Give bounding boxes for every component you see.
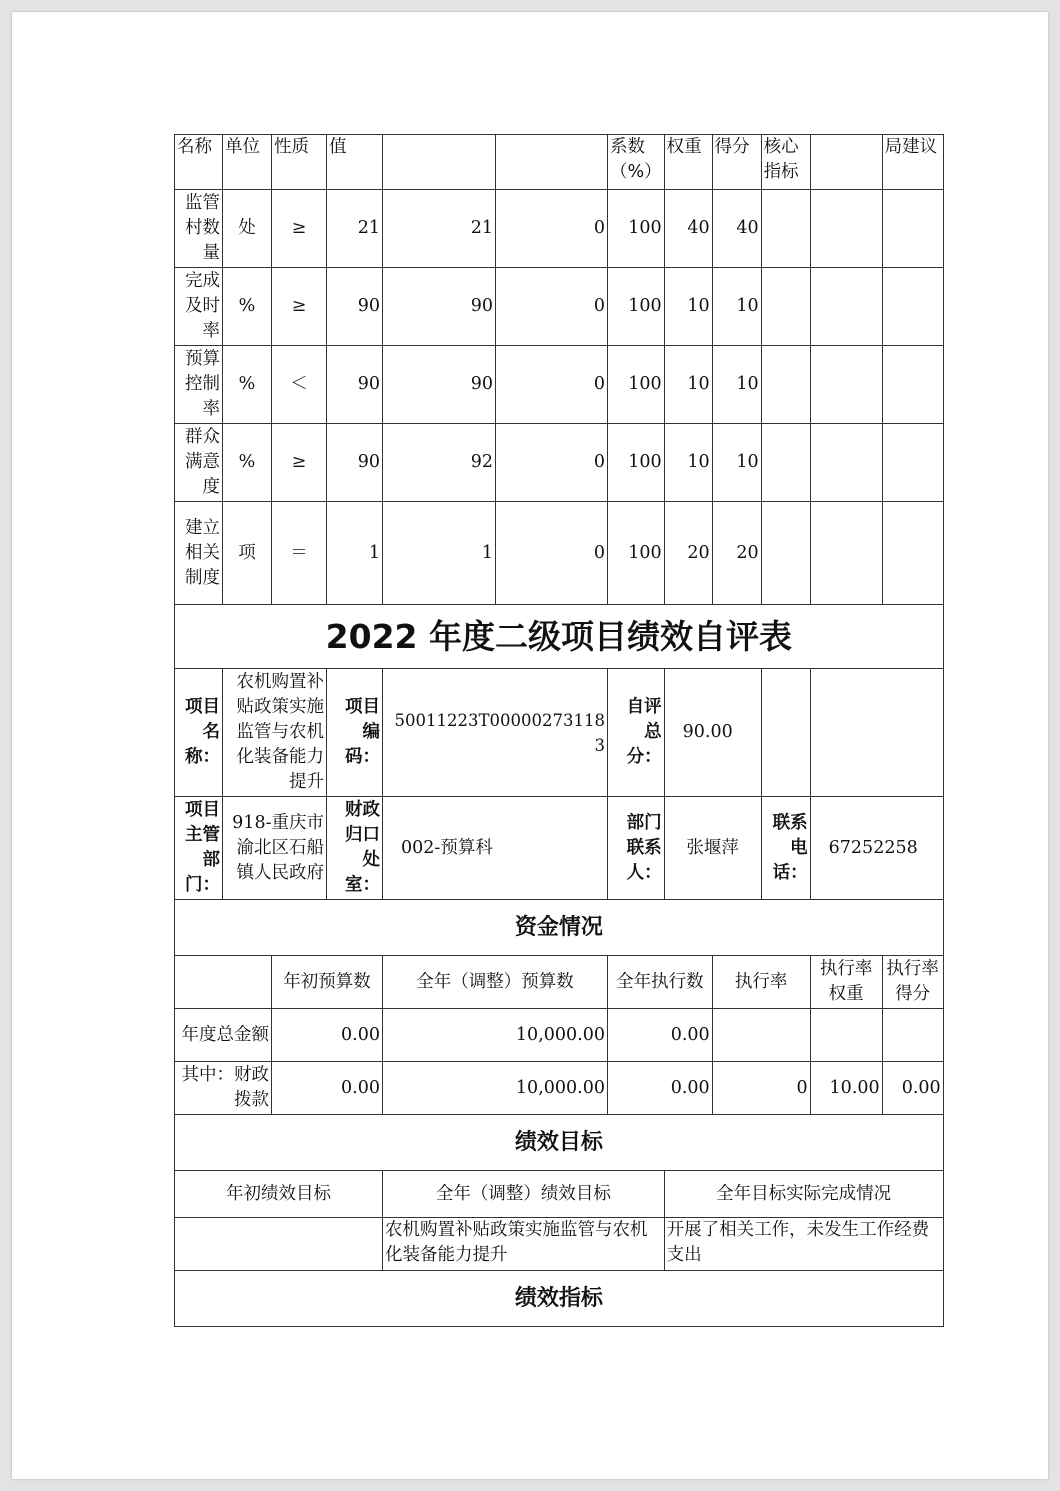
title-row [175,605,944,669]
indicator-coef: 100 [608,424,665,502]
funds-header-row [175,956,944,1009]
indicator-nature: ＝ [272,502,327,605]
col-actual-header [383,135,496,190]
indicator-blank [810,346,882,424]
indicator-coef: 100 [608,268,665,346]
finance-label: 财政归口处室： [327,797,383,900]
performance-table [174,134,944,1327]
funds-rate: 0 [712,1062,810,1115]
indicator-coef: 100 [608,346,665,424]
indicator-score: 10 [712,424,761,502]
indicator-blank [810,424,882,502]
indicator-actual: 90 [383,346,496,424]
indicator-suggest [882,268,943,346]
indicator-core [761,268,810,346]
indicator-blank [810,190,882,268]
col-name-header: 名称 [175,135,223,190]
indicator-value: 1 [327,502,383,605]
indicator-name: 监管村数量 [175,190,223,268]
self-score-value: 90.00 [664,669,761,797]
funds-initial: 0.00 [272,1062,383,1115]
indicator-name: 完成及时率 [175,268,223,346]
goals-actual: 开展了相关工作，未发生工作经费支出 [664,1218,943,1271]
indicators-section-title: 绩效指标 [175,1271,944,1327]
info-blank [810,669,943,797]
funds-header-blank [175,956,272,1009]
indicator-value: 90 [327,346,383,424]
goals-adjusted: 农机购置补贴政策实施监管与农机化装备能力提升 [383,1218,665,1271]
table-row [175,190,944,268]
indicator-unit: 项 [223,502,272,605]
table-row [175,424,944,502]
funds-rate [712,1009,810,1062]
indicator-weight: 10 [664,268,712,346]
indicator-unit: % [223,346,272,424]
indicator-core [761,346,810,424]
indicator-name: 预算控制率 [175,346,223,424]
funds-adjusted: 10,000.00 [383,1062,608,1115]
indicator-diff: 0 [496,190,608,268]
table-row [175,1062,944,1115]
col-weight-header: 权重 [664,135,712,190]
project-info-row [175,669,944,797]
phone-label: 联系电话： [761,797,810,900]
col-suggest-header: 局建议 [882,135,943,190]
indicator-score: 20 [712,502,761,605]
indicator-core [761,424,810,502]
indicator-diff: 0 [496,502,608,605]
indicator-diff: 0 [496,424,608,502]
funds-initial-header: 年初预算数 [272,956,383,1009]
col-blank-header [810,135,882,190]
contact-label: 部门联系人： [608,797,665,900]
indicator-coef: 100 [608,502,665,605]
table-row [175,1009,944,1062]
dept-value: 918-重庆市渝北区石船镇人民政府 [223,797,327,900]
col-nature-header: 性质 [272,135,327,190]
project-name-label: 项目名称： [175,669,223,797]
self-score-label: 自评总分： [608,669,665,797]
finance-value: 002-预算科 [383,797,608,900]
funds-section-title: 资金情况 [175,900,944,956]
indicator-actual: 21 [383,190,496,268]
col-coef-header: 系数（%） [608,135,665,190]
indicator-suggest [882,424,943,502]
funds-rate-weight-header: 执行率权重 [810,956,882,1009]
contact-value: 张堰萍 [664,797,761,900]
table-row [175,268,944,346]
dept-info-row [175,797,944,900]
indicators-section-row [175,1271,944,1327]
page-title: 2022 年度二级项目绩效自评表 [175,605,944,669]
goals-adjusted-header: 全年（调整）绩效目标 [383,1171,665,1218]
indicator-actual: 92 [383,424,496,502]
info-blank [761,669,810,797]
funds-initial: 0.00 [272,1009,383,1062]
indicator-nature: ≥ [272,268,327,346]
indicator-suggest [882,346,943,424]
indicator-name: 建立相关制度 [175,502,223,605]
indicator-score: 10 [712,268,761,346]
goals-section-title: 绩效目标 [175,1115,944,1171]
col-score-header: 得分 [712,135,761,190]
project-name-value: 农机购置补贴政策实施监管与农机化装备能力提升 [223,669,327,797]
goals-initial-header: 年初绩效目标 [175,1171,383,1218]
indicator-suggest [882,190,943,268]
indicator-unit: % [223,268,272,346]
indicator-weight: 40 [664,190,712,268]
indicator-blank [810,268,882,346]
funds-executed: 0.00 [608,1009,713,1062]
funds-rate-weight [810,1009,882,1062]
indicator-suggest [882,502,943,605]
indicator-blank [810,502,882,605]
goals-section-row [175,1115,944,1171]
indicator-core [761,502,810,605]
project-code-value: 50011223T000002731183 [383,669,608,797]
funds-rate-weight: 10.00 [810,1062,882,1115]
table-row [175,502,944,605]
indicator-weight: 10 [664,346,712,424]
funds-adjusted-header: 全年（调整）预算数 [383,956,608,1009]
indicator-nature: ＜ [272,346,327,424]
indicator-nature: ≥ [272,190,327,268]
indicator-diff: 0 [496,346,608,424]
goals-header-row [175,1171,944,1218]
indicator-nature: ≥ [272,424,327,502]
indicator-actual: 90 [383,268,496,346]
funds-row-label: 其中：财政拨款 [175,1062,272,1115]
col-unit-header: 单位 [223,135,272,190]
indicator-score: 40 [712,190,761,268]
funds-adjusted: 10,000.00 [383,1009,608,1062]
indicator-header-row [175,135,944,190]
project-code-label: 项目编码： [327,669,383,797]
funds-executed-header: 全年执行数 [608,956,713,1009]
indicator-value: 90 [327,424,383,502]
indicator-weight: 10 [664,424,712,502]
funds-rate-header: 执行率 [712,956,810,1009]
funds-executed: 0.00 [608,1062,713,1115]
indicator-core [761,190,810,268]
col-core-header: 核心指标 [761,135,810,190]
funds-rate-score-header: 执行率得分 [882,956,943,1009]
indicator-actual: 1 [383,502,496,605]
col-value-header: 值 [327,135,383,190]
indicator-diff: 0 [496,268,608,346]
phone-value: 67252258 [810,797,943,900]
table-row [175,1218,944,1271]
indicator-name: 群众满意度 [175,424,223,502]
indicator-coef: 100 [608,190,665,268]
goals-actual-header: 全年目标实际完成情况 [664,1171,943,1218]
table-row [175,346,944,424]
indicator-value: 90 [327,268,383,346]
funds-section-row [175,900,944,956]
dept-label: 项目主管部门： [175,797,223,900]
col-diff-header [496,135,608,190]
funds-rate-score: 0.00 [882,1062,943,1115]
funds-row-label: 年度总金额 [175,1009,272,1062]
indicator-weight: 20 [664,502,712,605]
goals-initial [175,1218,383,1271]
funds-rate-score [882,1009,943,1062]
indicator-score: 10 [712,346,761,424]
indicator-unit: 处 [223,190,272,268]
indicator-value: 21 [327,190,383,268]
indicator-unit: % [223,424,272,502]
